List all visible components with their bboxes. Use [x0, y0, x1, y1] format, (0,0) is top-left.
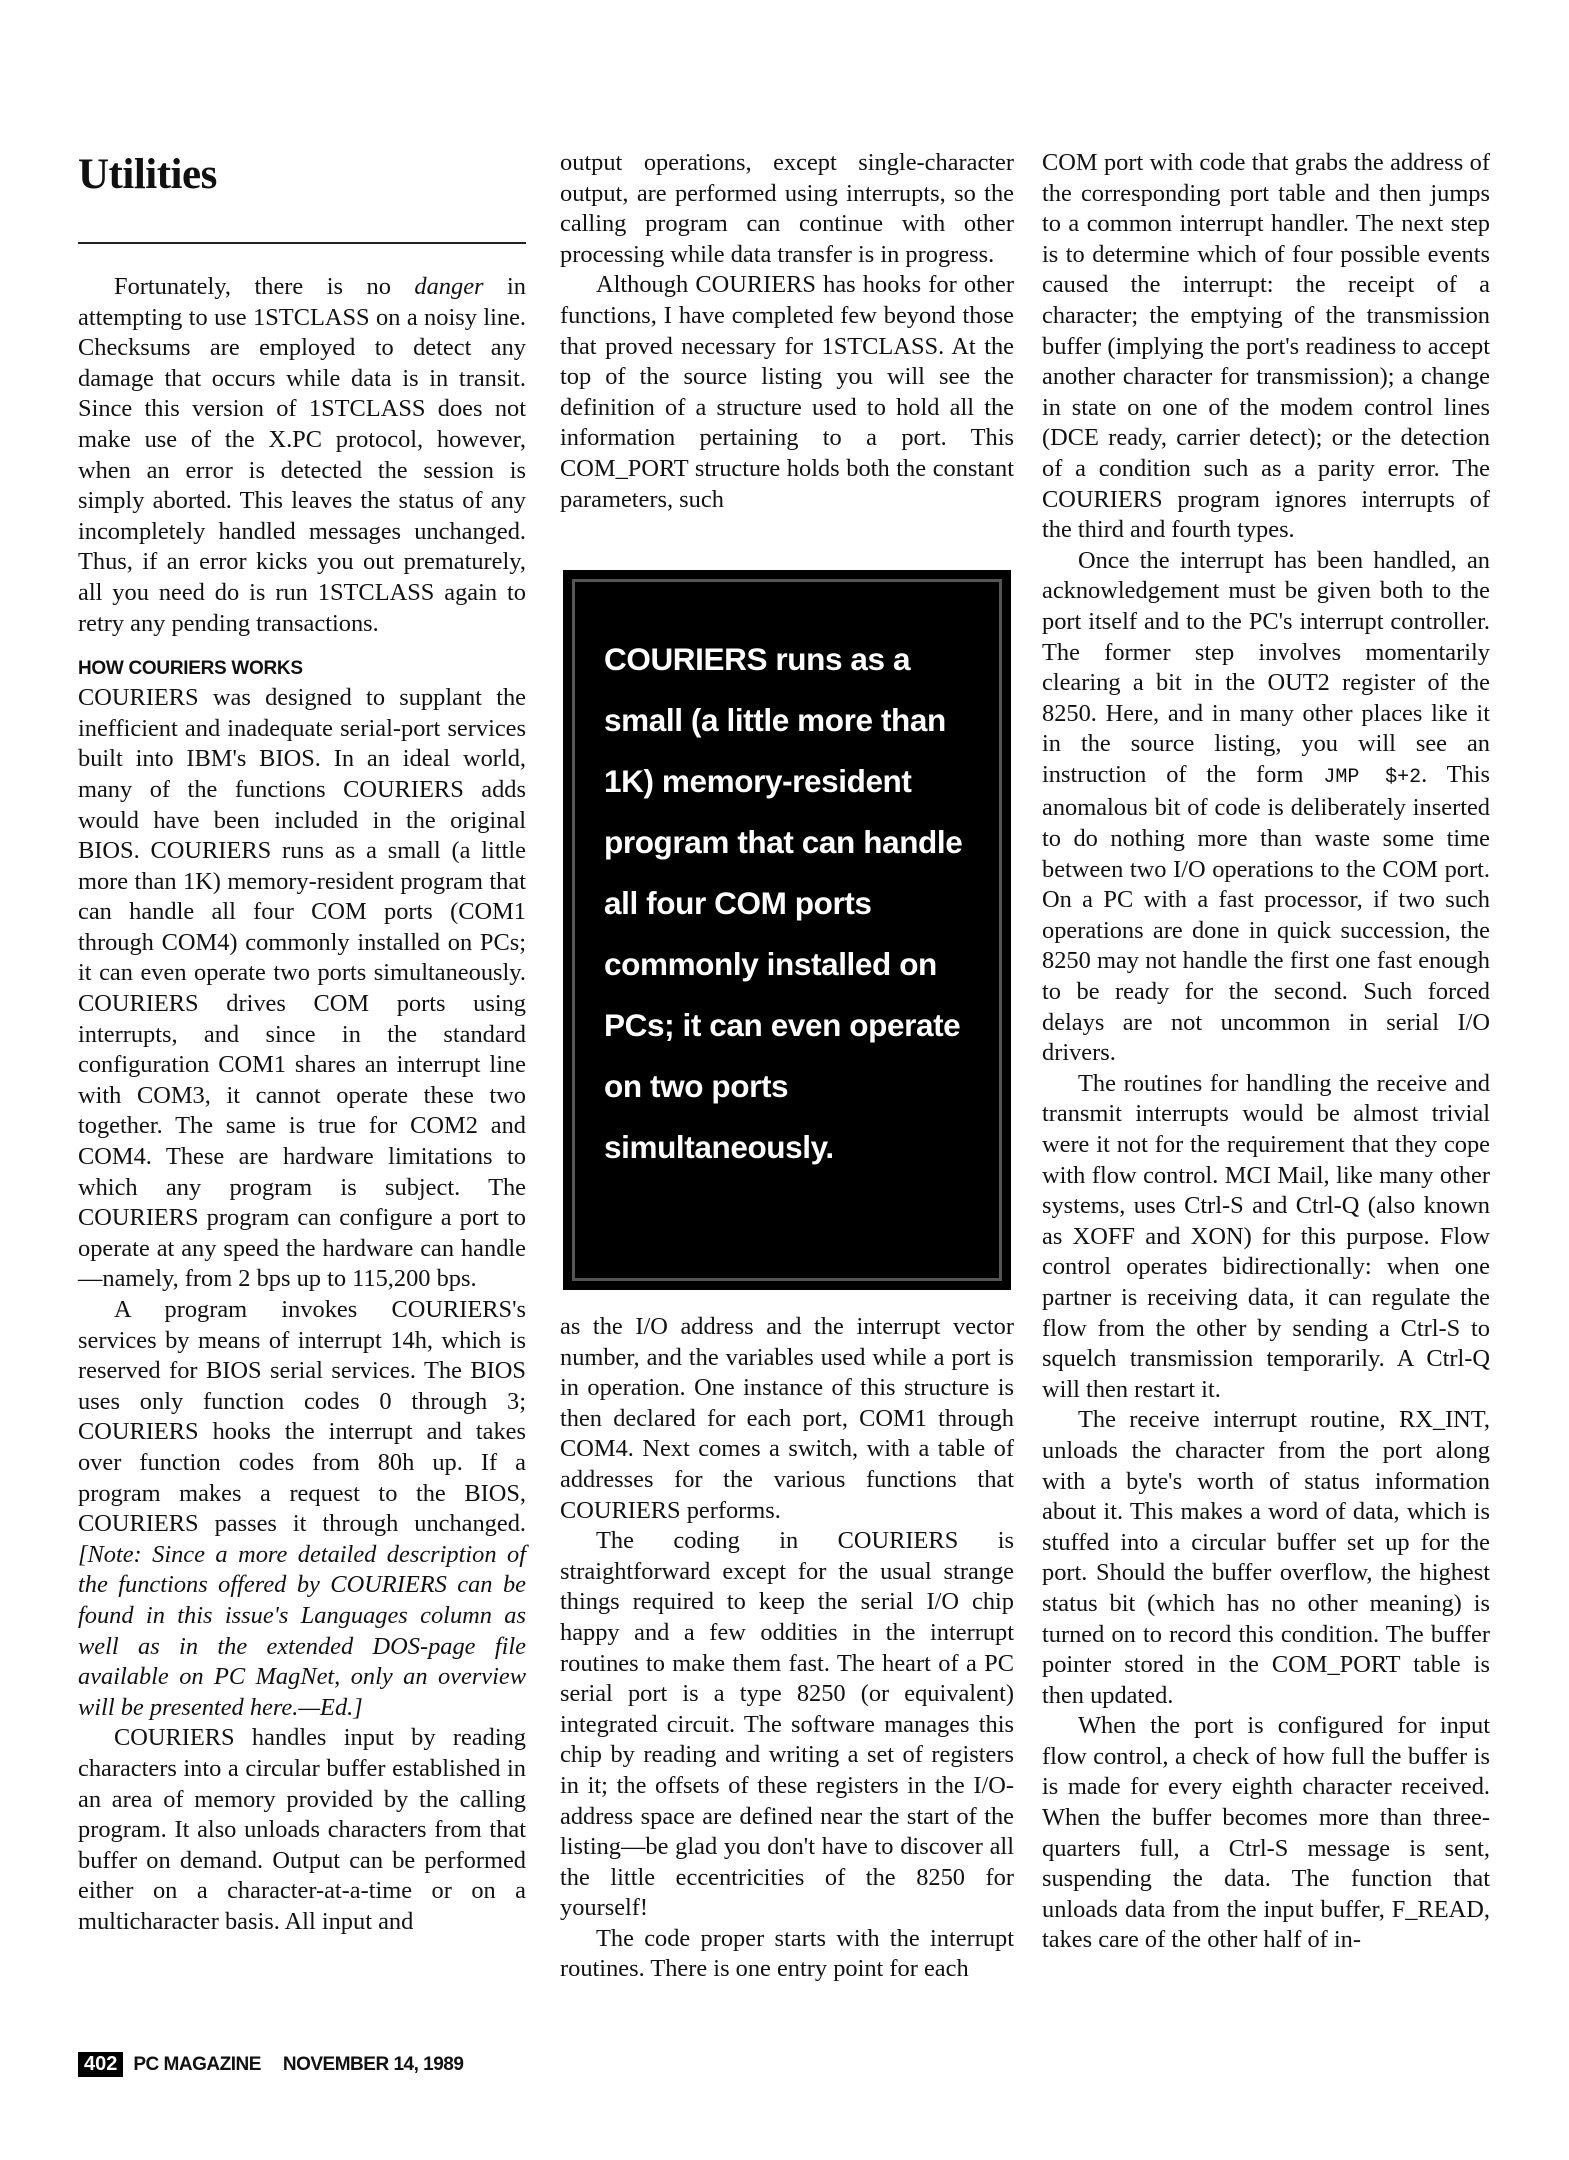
col2-paragraph-3: as the I/O address and the interrupt vector number, and the variables used while a port is in operation. One instance of this structure is then declared for each port, COM1 through COM4. Next comes a switch, with a table of addresses for the various functions that COURIERS performs.: [560, 1313, 1014, 1524]
col1-paragraph-1: Fortunately, there is no danger in attempting to use 1STCLASS on a noisy line. Checksums are employed to detect any damage that occurs while data is in transit. Since this version of 1STCLASS does not make use of the X.PC protocol, however, when an error is detected the session is simply aborted. This leaves the status of any incompletely handled messages unchanged. Thus, if an error kicks you out prematurely, all you need do is run 1STCLASS again to retry any pending transactions.: [78, 273, 526, 637]
col2-paragraph-4: The coding in COURIERS is straightforward except for the usual strange things required to keep the serial I/O chip happy and a few oddities in the interrupt routines to make them fast. The heart of a PC serial port is a type 8250 (or equivalent) integrated circuit. The software manages this chip by reading and writing a set of registers in it; the offsets of these registers in the I/O-address space are defined near the start of the listing—be glad you don't have to discover all the little eccentricities of the 8250 for yourself!: [560, 1527, 1014, 1922]
col3-paragraph-3: The routines for handling the receive and transmit interrupts would be almost trivial were it not for the requirement that they cope with flow control. MCI Mail, like many other systems, uses Ctrl-S and Ctrl-Q (also known as XOFF and XON) for this purpose. Flow control operates bidirectionally: when one partner is receiving data, it can regulate the flow from the other by sending a Ctrl-S to squelch transmission temporarily. A Ctrl-Q will then restart it.: [1042, 1069, 1490, 1403]
magazine-name: PC MAGAZINE: [133, 2053, 261, 2075]
col2-paragraph-1: output operations, except single-character output, are performed using interrupts, so the calling program can continue with other processing while data transfer is in progress.: [560, 149, 1014, 268]
col3-paragraph-4: The receive interrupt routine, RX_INT, unloads the character from the port along with a byte's worth of status information about it. This makes a word of data, which is stuffed into a circular buffer set up for the port. Should the buffer overflow, the highest status bit (which has no other meaning) is turned on to record this condition. The buffer pointer stored in the COM_PORT table is then updated.: [1042, 1406, 1490, 1709]
col1-paragraph-4: COURIERS handles input by reading characters into a circular buffer established in an area of memory provided by the calling program. It also unloads characters from that buffer on demand. Output can be performed either on a character-at-a-time or on a multicharacter basis. All input and: [78, 1724, 526, 1935]
col1-paragraph-2: COURIERS was designed to supplant the inefficient and inadequate serial-port services built into IBM's BIOS. In an ideal world, many of the functions COURIERS adds would have been included in the original BIOS. COURIERS runs as a small (a little more than 1K) memory-resident program that can handle all four COM ports (COM1 through COM4) commonly installed on PCs; it can even operate two ports simultaneously. COURIERS drives COM ports using interrupts, and since in the standard configuration COM1 shares an interrupt line with COM3, it cannot operate these two together. The same is true for COM2 and COM4. These are hardware limitations to which any program is subject. The COURIERS program can configure a port to operate at any speed the hardware can handle—namely, from 2 bps up to 115,200 bps.: [78, 684, 526, 1293]
editor-note: [Note: Since a more detailed description of the functions offered by COURIERS can be found in this issue's Languages column as well as in the extended DOS-page file available on PC MagNet, only an overview will be presented here.—Ed.]: [78, 1540, 526, 1721]
col1-paragraph-3: A program invokes COURIERS's services by means of interrupt 14h, which is reserved for BIOS serial services. The BIOS uses only function codes 0 through 3; COURIERS hooks the interrupt and takes over function codes from 80h up. If a program makes a request to the BIOS, COURIERS passes it through unchanged. [Note: Since a more detailed description of the functions offered by COURIERS can be found in this issue's Languages column as well as in the extended DOS-page file available on PC MagNet, only an overview will be presented here.—Ed.]: [78, 1296, 526, 1721]
page-footer: [78, 2052, 463, 2077]
col3-paragraph-1: COM port with code that grabs the address of the corresponding port table and then jumps to a common interrupt handler. The next step is to determine which of four possible events caused the interrupt: the receipt of a character; the emptying of the transmission buffer (implying the port's readiness to accept another character for transmission); a change in state on one of the modem control lines (DCE ready, carrier detect); or the detection of a condition such as a parity error. The COURIERS program ignores interrupts of the third and fourth types.: [1042, 149, 1490, 544]
column-3: [1042, 148, 1490, 1956]
col2-paragraph-2: Although COURIERS has hooks for other functions, I have completed few beyond those that proved necessary for 1STCLASS. At the top of the source listing you will see the definition of a structure used to hold all the information pertaining to a port. This COM_PORT structure holds both the constant parameters, such: [560, 271, 1014, 513]
subhead-how-couriers-works: HOW COURIERS WORKS: [78, 658, 303, 680]
title-rule: [78, 242, 526, 244]
section-title: Utilities: [78, 151, 217, 198]
pull-quote-box: [563, 570, 1011, 1290]
column-2: [560, 148, 1014, 515]
col3-paragraph-5: When the port is configured for input flow control, a check of how full the buffer is is made for every eighth character received. When the buffer becomes more than three-quarters full, a Ctrl-S message is sent, suspending the data. The function that unloads data from the input buffer, F_READ, takes care of the other half of in-: [1042, 1712, 1490, 1954]
page-number: 402: [78, 2052, 123, 2077]
col3-paragraph-2: Once the interrupt has been handled, an acknowledgement must be given both to the port itself and to the PC's interrupt controller. The former step involves momentarily clearing a bit in the OUT2 register of the 8250. Here, and in many other places like it in the source listing, you will see an instruction of the form JMP $+2. This anomalous bit of code is deliberately inserted to do nothing more than waste some time between two I/O operations to the COM port. On a PC with a fast processor, if two such operations are done in quick succession, the 8250 may not handle the first one fast enough to be ready for the second. Such forced delays are not uncommon in serial I/O drivers.: [1042, 546, 1491, 1067]
col2-paragraph-5: The code proper starts with the interrupt routines. There is one entry point for each: [560, 1924, 1014, 1983]
column-2-continued: [560, 1312, 1014, 1985]
code-snippet: JMP $+2: [1323, 765, 1422, 789]
pull-quote-text: COURIERS runs as a small (a little more than 1K) memory-resident program that can handle all four COM ports commonly installed on PCs; it can even operate on two ports simultaneously.: [604, 641, 963, 1165]
issue-date: NOVEMBER 14, 1989: [282, 2053, 464, 2075]
column-1: [78, 272, 526, 1937]
